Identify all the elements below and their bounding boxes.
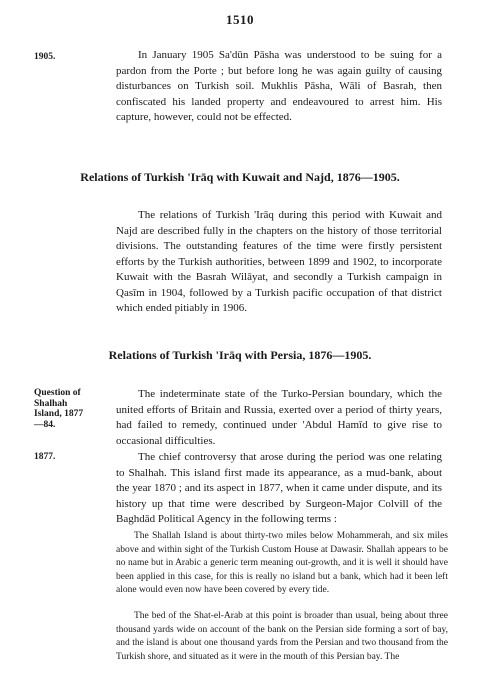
margin-note-shalhah: Question of Shalhah Island, 1877—84. (34, 388, 84, 430)
paragraph-boundary: The indeterminate state of the Turko-Persian boundary, which the united efforts of Britain and Russia, exerted over a period of thirty years, had failed to remedy, continued under 'Abdul Hamīd to give rise to occasional difficulties. (116, 388, 442, 447)
paragraph-1905: In January 1905 Sa'dūn Pāsha was understood to be suing for a pardon from the Porte ; but before long he was again guilty of causing disturbances on Turkish soil. Mukhlis Pāsha, Wāli of Basrah, then confiscated his landed property and endeavoured to arrest him. His capture, however, could not be effected. (116, 49, 442, 123)
heading-persia: Relations of Turkish 'Irāq with Persia, 1876—1905. (108, 348, 372, 362)
quote-shat-el-arab: The bed of the Shat-el-Arab at this point is broader than usual, being about three thousand yards wide on account of the bank on the Persian side forming a sort of bay, and the island is about one thousand yards from the Persian and two thousand from the Turkish shore, and situated as it were in the mouth of this Persian bay. The (116, 611, 448, 662)
margin-year-1877: 1877. (34, 452, 56, 462)
paragraph-1877: The chief controversy that arose during the period was one relating to Shalhah. This island first made its appearance, as a mud-bank, about the year 1870 ; and its aspect in 1877, when it came under dispute, and its history up that time were described by Surgeon-Major Colvill of the Baghdād Political Agency in the following terms : (116, 451, 442, 525)
heading-kuwait-najd: Relations of Turkish 'Irāq with Kuwait and Najd, 1876—1905. (80, 170, 400, 184)
paragraph-kuwait-najd: The relations of Turkish 'Irāq during this period with Kuwait and Najd are described fully in the chapters on the history of those territorial divisions. The outstanding features of the time were firstly persistent efforts by the Turkish authorities, between 1899 and 1902, to incorporate Kuwait with the Basrah Wilāyat, and secondly a Turkish campaign in Qasīm in 1904, followed by a Turkish pacific occupation of that district which ended pitiably in 1906. (116, 209, 442, 314)
page-number: 1510 (226, 12, 254, 27)
quote-shallah-island: The Shallah Island is about thirty-two miles below Mohammerah, and six miles above and within sight of the Turkish Custom House at Dawasir. Shallah appears to be no name but in Arabic a generic term meaning out-growth, and it is well it should have been applied in this case, for this is really no island but a bank, which had it been left alone would even now have been covered by every tide. (116, 531, 448, 595)
margin-year-1905: 1905. (34, 52, 56, 62)
